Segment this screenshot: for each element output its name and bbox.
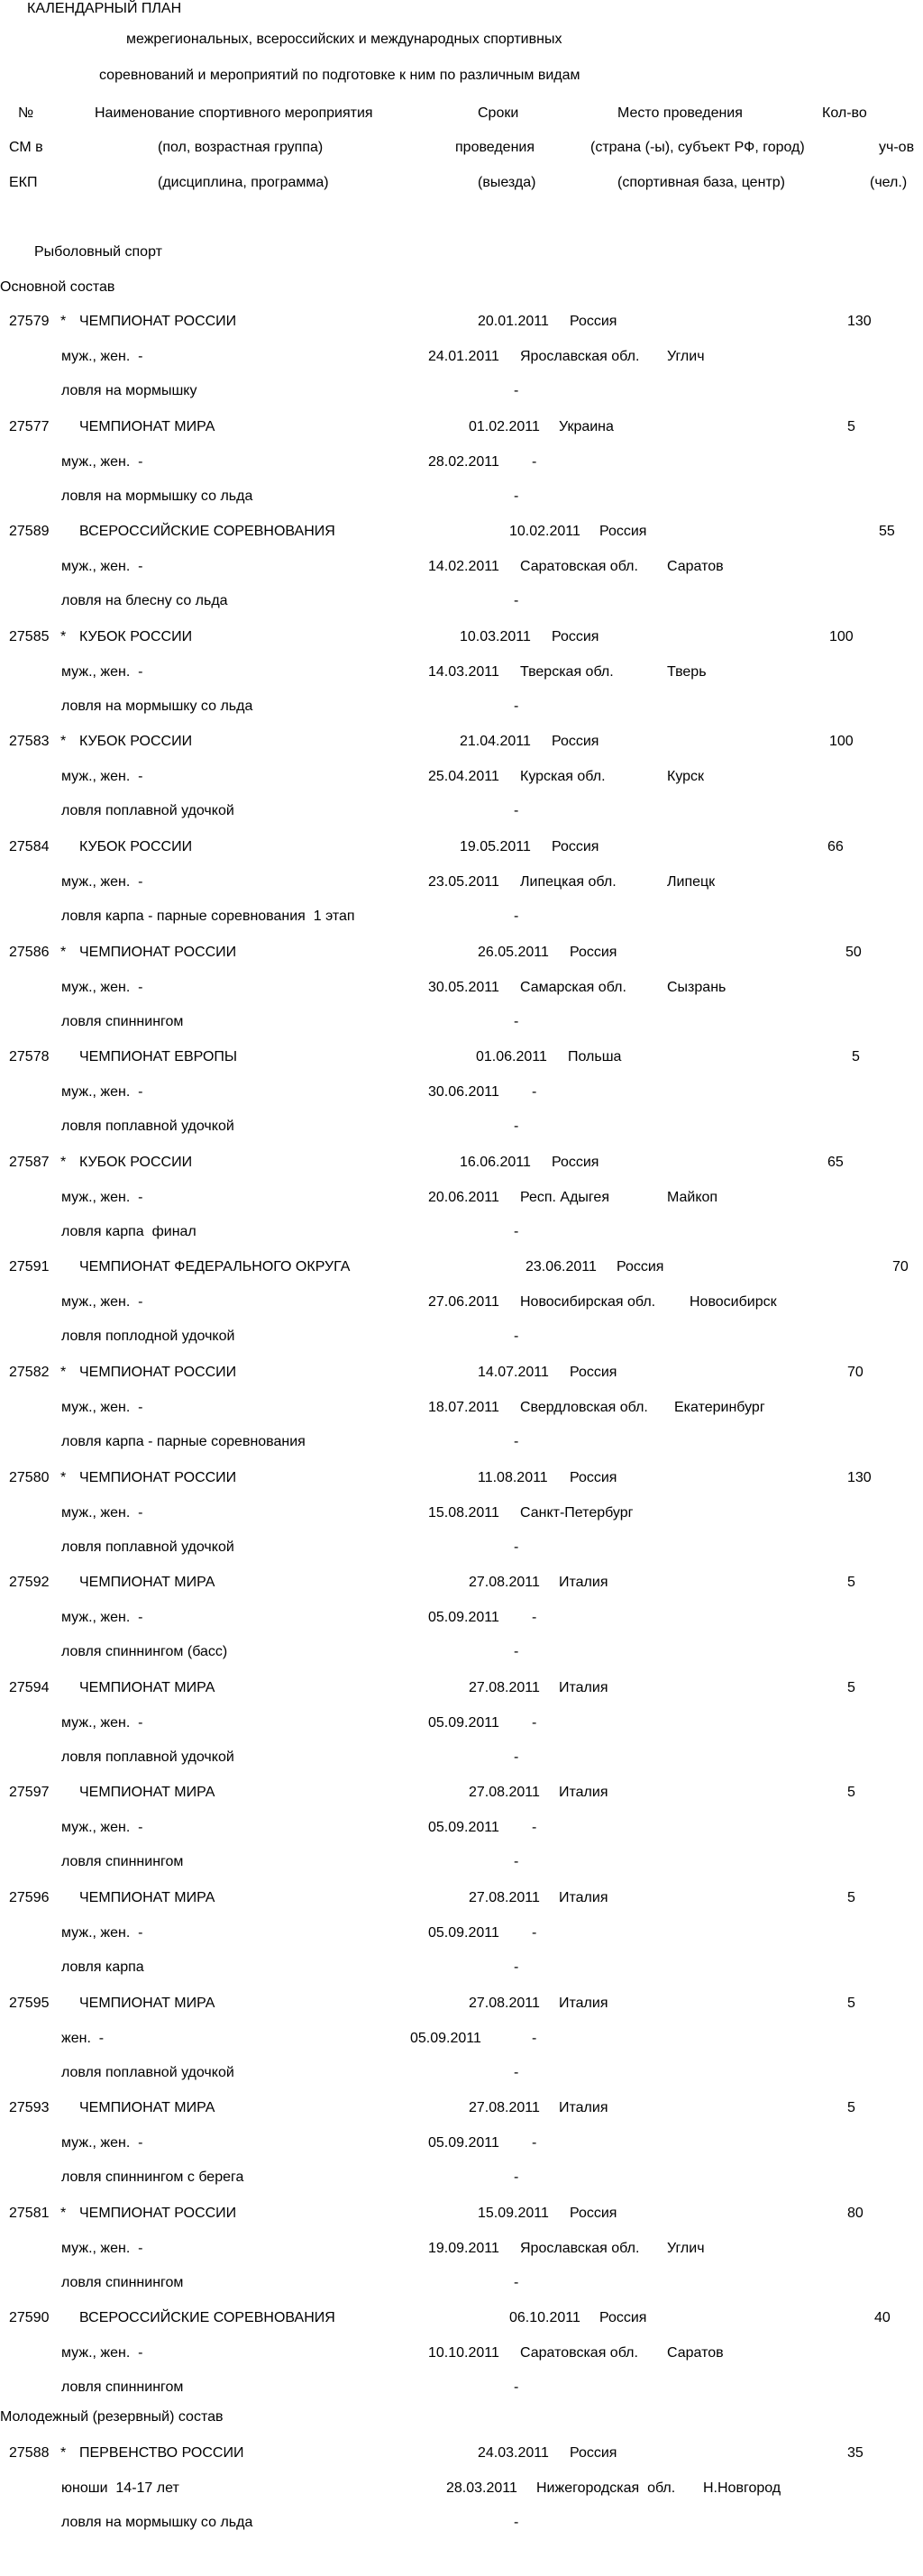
plan-subtitle-line1: межрегиональных, всероссийских и международных спортивных — [126, 32, 562, 47]
event-participant-count: 70 — [892, 1259, 909, 1275]
event-participant-count: 35 — [847, 2445, 864, 2461]
event-participant-count: 66 — [827, 839, 844, 854]
event-country: Россия — [570, 2205, 617, 2221]
event-id: 27593 — [9, 2100, 50, 2116]
event-city: Екатеринбург — [674, 1400, 765, 1415]
event-start-date: 10.03.2011 — [460, 628, 531, 644]
event-gender: муж., жен. - — [61, 1820, 143, 1836]
event-start-date: 27.08.2011 — [469, 1679, 540, 1695]
event-end-date: 05.09.2011 — [428, 1714, 499, 1731]
event-end-date: 14.02.2011 — [428, 559, 499, 575]
event-country: Россия — [617, 1259, 664, 1275]
event-start-date: 27.08.2011 — [469, 1785, 540, 1801]
event-name: ЧЕМПИОНАТ РОССИИ — [79, 1469, 237, 1485]
event-venue-dash: - — [514, 2380, 519, 2396]
event-venue-dash: - — [514, 593, 519, 609]
event-gender: муж., жен. - — [61, 2135, 143, 2151]
event-row — [0, 1889, 923, 1994]
event-country: Россия — [570, 1365, 617, 1380]
event-participant-count: 5 — [847, 1890, 855, 1905]
event-venue-dash: - — [514, 698, 519, 714]
event-gender: муж., жен. - — [61, 769, 143, 785]
event-participant-count: 65 — [827, 1154, 844, 1170]
col-name-header-1: Наименование спортивного мероприятия — [95, 105, 373, 121]
event-region: Нижегородская обл. — [536, 2480, 676, 2496]
event-city: Углич — [667, 349, 705, 364]
event-star: * — [60, 1469, 67, 1485]
event-region: Свердловская обл. — [520, 1400, 648, 1415]
event-participant-count: 5 — [847, 418, 855, 434]
event-country: Россия — [570, 2445, 617, 2461]
event-discipline: ловля поплавной удочкой — [61, 1539, 234, 1555]
event-name: ЧЕМПИОНАТ МИРА — [79, 1785, 215, 1801]
col-place-header-2: (страна (-ы), субъект РФ, город) — [590, 140, 805, 155]
event-participant-count: 5 — [852, 1049, 860, 1065]
event-venue-dash: - — [514, 1329, 519, 1345]
event-name: ЧЕМПИОНАТ МИРА — [79, 1575, 215, 1591]
event-discipline: ловля карпа финал — [61, 1223, 196, 1239]
event-start-date: 10.02.2011 — [509, 524, 580, 540]
event-start-date: 19.05.2011 — [460, 839, 531, 854]
event-participant-count: 100 — [829, 734, 854, 750]
event-id: 27586 — [9, 944, 50, 960]
event-start-date: 27.08.2011 — [469, 1890, 540, 1905]
event-name: ЧЕМПИОНАТ МИРА — [79, 1890, 215, 1905]
event-row — [0, 628, 923, 733]
event-country: Италия — [559, 1995, 608, 2011]
event-region: - — [532, 1925, 537, 1941]
event-end-date: 23.05.2011 — [428, 874, 499, 890]
event-end-date: 05.09.2011 — [410, 2030, 481, 2046]
event-region: Ярославская обл. — [520, 2240, 640, 2256]
event-city: Курск — [667, 769, 705, 785]
event-region: Липецкая обл. — [520, 874, 617, 890]
event-start-date: 15.09.2011 — [478, 2205, 549, 2221]
event-city: Тверь — [667, 663, 707, 680]
event-name: ЧЕМПИОНАТ РОССИИ — [79, 314, 237, 329]
event-id: 27585 — [9, 628, 50, 644]
event-gender: юноши 14-17 лет — [61, 2480, 179, 2496]
event-end-date: 20.06.2011 — [428, 1189, 499, 1205]
event-country: Россия — [552, 1154, 599, 1170]
event-participant-count: 55 — [879, 524, 895, 540]
event-region: - — [532, 1820, 537, 1836]
event-country: Россия — [570, 314, 617, 329]
event-gender: муж., жен. - — [61, 1504, 143, 1521]
event-region: Респ. Адыгея — [520, 1189, 609, 1205]
event-region: - — [532, 2135, 537, 2151]
event-row — [0, 1154, 923, 1258]
event-discipline: ловля карпа - парные соревнования 1 этап — [61, 909, 355, 924]
event-end-date: 28.03.2011 — [446, 2480, 517, 2496]
event-row — [0, 2444, 923, 2549]
event-region: Ярославская обл. — [520, 349, 640, 364]
event-end-date: 18.07.2011 — [428, 1400, 499, 1415]
event-start-date: 24.03.2011 — [478, 2445, 549, 2461]
event-id: 27595 — [9, 1995, 50, 2011]
event-star: * — [60, 1154, 67, 1170]
event-venue-dash: - — [514, 1854, 519, 1870]
event-region: - — [532, 1610, 537, 1626]
event-end-date: 15.08.2011 — [428, 1504, 499, 1521]
event-country: Россия — [570, 1469, 617, 1485]
event-row — [0, 1258, 923, 1363]
event-row — [0, 1679, 923, 1784]
event-venue-dash: - — [514, 1119, 519, 1135]
event-id: 27592 — [9, 1575, 50, 1591]
event-star: * — [60, 1365, 67, 1380]
event-start-date: 01.06.2011 — [476, 1049, 547, 1065]
event-venue-dash: - — [514, 1959, 519, 1975]
event-country: Италия — [559, 1890, 608, 1905]
event-id: 27579 — [9, 314, 50, 329]
event-venue-dash: - — [514, 1223, 519, 1239]
event-end-date: 05.09.2011 — [428, 2135, 499, 2151]
event-participant-count: 5 — [847, 2100, 855, 2116]
event-gender: муж., жен. - — [61, 1294, 143, 1311]
event-venue-dash: - — [514, 488, 519, 504]
event-row — [0, 1048, 923, 1153]
event-participant-count: 100 — [829, 628, 854, 644]
event-venue-dash: - — [514, 803, 519, 819]
event-row — [0, 2205, 923, 2309]
event-start-date: 11.08.2011 — [478, 1469, 548, 1485]
event-venue-dash: - — [514, 1749, 519, 1765]
event-end-date: 24.01.2011 — [428, 349, 499, 364]
event-participant-count: 130 — [847, 314, 872, 329]
event-gender: муж., жен. - — [61, 453, 143, 470]
event-star: * — [60, 2445, 67, 2461]
event-participant-count: 5 — [847, 1679, 855, 1695]
section-main: Основной состав — [0, 279, 115, 295]
event-star: * — [60, 628, 67, 644]
event-id: 27590 — [9, 2310, 50, 2326]
event-row — [0, 418, 923, 523]
event-start-date: 26.05.2011 — [478, 944, 549, 960]
event-discipline: ловля на мормышку со льда — [61, 2515, 253, 2530]
event-gender: муж., жен. - — [61, 1400, 143, 1415]
event-end-date: 10.10.2011 — [428, 2345, 499, 2361]
event-country: Италия — [559, 1679, 608, 1695]
event-name: ЧЕМПИОНАТ РОССИИ — [79, 944, 237, 960]
event-participant-count: 40 — [874, 2310, 891, 2326]
event-name: ЧЕМПИОНАТ ЕВРОПЫ — [79, 1049, 238, 1065]
event-gender: муж., жен. - — [61, 1610, 143, 1626]
event-id: 27588 — [9, 2445, 50, 2461]
event-end-date: 28.02.2011 — [428, 453, 499, 470]
event-start-date: 23.06.2011 — [525, 1259, 597, 1275]
event-venue-dash: - — [514, 2515, 519, 2530]
sport-name: Рыболовный спорт — [34, 244, 162, 260]
event-row — [0, 2099, 923, 2204]
event-gender: муж., жен. - — [61, 1084, 143, 1101]
event-country: Россия — [552, 628, 599, 644]
event-name: ЧЕМПИОНАТ РОССИИ — [79, 1365, 237, 1380]
event-discipline: ловля поплодной удочкой — [61, 1329, 235, 1345]
event-venue-dash: - — [514, 2274, 519, 2290]
event-id: 27597 — [9, 1785, 50, 1801]
event-discipline: ловля поплавной удочкой — [61, 803, 234, 819]
event-name: ЧЕМПИОНАТ РОССИИ — [79, 2205, 237, 2221]
event-start-date: 06.10.2011 — [509, 2310, 580, 2326]
event-id: 27596 — [9, 1890, 50, 1905]
event-city: Майкоп — [667, 1189, 718, 1205]
event-gender: муж., жен. - — [61, 1925, 143, 1941]
event-discipline: ловля на мормышку — [61, 383, 197, 398]
event-end-date: 27.06.2011 — [428, 1294, 499, 1311]
col-num-header-1: № — [18, 105, 34, 121]
event-region: Санкт-Петербург — [520, 1504, 634, 1521]
event-participant-count: 130 — [847, 1469, 872, 1485]
event-id: 27591 — [9, 1259, 50, 1275]
event-city: Липецк — [667, 874, 716, 890]
event-discipline: ловля спиннингом с берега — [61, 2170, 244, 2186]
event-country: Россия — [599, 524, 647, 540]
event-end-date: 30.05.2011 — [428, 979, 499, 995]
event-id: 27577 — [9, 418, 50, 434]
event-discipline: ловля на блесну со льда — [61, 593, 228, 609]
event-name: ЧЕМПИОНАТ МИРА — [79, 1679, 215, 1695]
event-name: КУБОК РОССИИ — [79, 1154, 193, 1170]
event-city: Новосибирск — [690, 1294, 777, 1311]
event-participant-count: 5 — [847, 1995, 855, 2011]
event-discipline: ловля спиннингом — [61, 2380, 184, 2396]
event-star: * — [60, 314, 67, 329]
event-row — [0, 1469, 923, 1574]
event-region: Тверская обл. — [520, 663, 614, 680]
event-venue-dash: - — [514, 1013, 519, 1029]
event-discipline: ловля поплавной удочкой — [61, 1119, 234, 1135]
event-end-date: 05.09.2011 — [428, 1925, 499, 1941]
event-end-date: 14.03.2011 — [428, 663, 499, 680]
event-row — [0, 523, 923, 627]
col-dates-header-1: Сроки — [478, 105, 519, 121]
plan-subtitle-line2: соревнований и мероприятий по подготовке к ним по различным видам — [99, 68, 580, 83]
event-venue-dash: - — [514, 1644, 519, 1660]
col-count-header-1: Кол-во — [822, 105, 867, 121]
event-discipline: ловля на мормышку со льда — [61, 488, 253, 504]
event-venue-dash: - — [514, 383, 519, 398]
event-start-date: 21.04.2011 — [460, 734, 531, 750]
event-row — [0, 1784, 923, 1888]
event-region: Саратовская обл. — [520, 2345, 638, 2361]
col-num-header-3: ЕКП — [9, 175, 38, 190]
col-name-header-3: (дисциплина, программа) — [158, 175, 329, 190]
event-gender: жен. - — [61, 2030, 105, 2046]
event-gender: муж., жен. - — [61, 874, 143, 890]
event-gender: муж., жен. - — [61, 349, 143, 364]
event-discipline: ловля карпа - парные соревнования — [61, 1434, 306, 1449]
event-name: ЧЕМПИОНАТ МИРА — [79, 2100, 215, 2116]
event-start-date: 27.08.2011 — [469, 1575, 540, 1591]
event-id: 27578 — [9, 1049, 50, 1065]
event-country: Россия — [570, 944, 617, 960]
event-row — [0, 838, 923, 943]
event-discipline: ловля поплавной удочкой — [61, 1749, 234, 1765]
event-region: Курская обл. — [520, 769, 606, 785]
event-end-date: 30.06.2011 — [428, 1084, 499, 1101]
event-city: Саратов — [667, 559, 724, 575]
event-country: Россия — [599, 2310, 647, 2326]
event-participant-count: 50 — [845, 944, 862, 960]
event-region: - — [532, 2030, 537, 2046]
event-country: Италия — [559, 1785, 608, 1801]
event-name: ЧЕМПИОНАТ ФЕДЕРАЛЬНОГО ОКРУГА — [79, 1259, 351, 1275]
event-name: ВСЕРОССИЙСКИЕ СОРЕВНОВАНИЯ — [79, 2310, 335, 2326]
event-region: - — [532, 1084, 537, 1101]
event-discipline: ловля спиннингом — [61, 2274, 184, 2290]
event-id: 27584 — [9, 839, 50, 854]
event-country: Россия — [552, 734, 599, 750]
event-row — [0, 1995, 923, 2099]
col-count-header-2: уч-ов — [879, 140, 915, 155]
event-country: Италия — [559, 1575, 608, 1591]
col-place-header-1: Место проведения — [617, 105, 743, 121]
event-star: * — [60, 734, 67, 750]
event-venue-dash: - — [514, 1539, 519, 1555]
event-gender: муж., жен. - — [61, 1714, 143, 1731]
event-region: Саратовская обл. — [520, 559, 638, 575]
event-country: Россия — [552, 839, 599, 854]
col-num-header-2: СМ в — [9, 140, 43, 155]
event-row — [0, 1574, 923, 1678]
event-name: КУБОК РОССИИ — [79, 628, 193, 644]
event-discipline: ловля спиннингом — [61, 1854, 184, 1870]
event-participant-count: 70 — [847, 1365, 864, 1380]
event-discipline: ловля карпа — [61, 1959, 144, 1975]
event-city: Н.Новгород — [703, 2480, 781, 2496]
event-start-date: 16.06.2011 — [460, 1154, 531, 1170]
event-start-date: 01.02.2011 — [469, 418, 540, 434]
event-participant-count: 5 — [847, 1575, 855, 1591]
event-gender: муж., жен. - — [61, 559, 143, 575]
event-end-date: 05.09.2011 — [428, 1820, 499, 1836]
event-name: ЧЕМПИОНАТ МИРА — [79, 418, 215, 434]
event-city: Углич — [667, 2240, 705, 2256]
event-start-date: 27.08.2011 — [469, 2100, 540, 2116]
event-row — [0, 313, 923, 417]
event-id: 27583 — [9, 734, 50, 750]
event-venue-dash: - — [514, 1434, 519, 1449]
event-discipline: ловля на мормышку со льда — [61, 698, 253, 714]
event-region: Новосибирская обл. — [520, 1294, 656, 1311]
event-row — [0, 2309, 923, 2414]
event-gender: муж., жен. - — [61, 2240, 143, 2256]
col-dates-header-3: (выезда) — [478, 175, 536, 190]
event-start-date: 14.07.2011 — [478, 1365, 549, 1380]
event-end-date: 19.09.2011 — [428, 2240, 499, 2256]
event-region: Самарская обл. — [520, 979, 626, 995]
event-region: - — [532, 1714, 537, 1731]
event-country: Украина — [559, 418, 614, 434]
plan-title: КАЛЕНДАРНЫЙ ПЛАН — [27, 1, 182, 16]
event-name: ПЕРВЕНСТВО РОССИИ — [79, 2445, 244, 2461]
col-dates-header-2: проведения — [455, 140, 535, 155]
event-discipline: ловля спиннингом (басс) — [61, 1644, 228, 1660]
event-id: 27587 — [9, 1154, 50, 1170]
event-gender: муж., жен. - — [61, 2345, 143, 2361]
event-row — [0, 944, 923, 1048]
event-discipline: ловля спиннингом — [61, 1013, 184, 1029]
event-star: * — [60, 2205, 67, 2221]
event-venue-dash: - — [514, 909, 519, 924]
col-place-header-3: (спортивная база, центр) — [617, 175, 785, 190]
col-count-header-3: (чел.) — [870, 175, 908, 190]
event-gender: муж., жен. - — [61, 1189, 143, 1205]
event-row — [0, 1364, 923, 1468]
event-start-date: 27.08.2011 — [469, 1995, 540, 2011]
event-country: Италия — [559, 2100, 608, 2116]
event-gender: муж., жен. - — [61, 979, 143, 995]
event-region: - — [532, 453, 537, 470]
event-row — [0, 733, 923, 837]
event-id: 27589 — [9, 524, 50, 540]
section-youth: Молодежный (резервный) состав — [0, 2409, 224, 2425]
event-participant-count: 80 — [847, 2205, 864, 2221]
event-end-date: 05.09.2011 — [428, 1610, 499, 1626]
event-participant-count: 5 — [847, 1785, 855, 1801]
event-name: КУБОК РОССИИ — [79, 839, 193, 854]
event-name: ЧЕМПИОНАТ МИРА — [79, 1995, 215, 2011]
event-city: Сызрань — [667, 979, 727, 995]
event-id: 27581 — [9, 2205, 50, 2221]
event-star: * — [60, 944, 67, 960]
event-name: ВСЕРОССИЙСКИЕ СОРЕВНОВАНИЯ — [79, 524, 335, 540]
event-venue-dash: - — [514, 2064, 519, 2080]
col-name-header-2: (пол, возрастная группа) — [158, 140, 324, 155]
event-country: Польша — [568, 1049, 622, 1065]
event-end-date: 25.04.2011 — [428, 769, 499, 785]
event-venue-dash: - — [514, 2170, 519, 2186]
event-id: 27580 — [9, 1469, 50, 1485]
event-id: 27582 — [9, 1365, 50, 1380]
event-start-date: 20.01.2011 — [478, 314, 549, 329]
event-discipline: ловля поплавной удочкой — [61, 2064, 234, 2080]
event-gender: муж., жен. - — [61, 663, 143, 680]
event-id: 27594 — [9, 1679, 50, 1695]
event-name: КУБОК РОССИИ — [79, 734, 193, 750]
event-city: Саратов — [667, 2345, 724, 2361]
